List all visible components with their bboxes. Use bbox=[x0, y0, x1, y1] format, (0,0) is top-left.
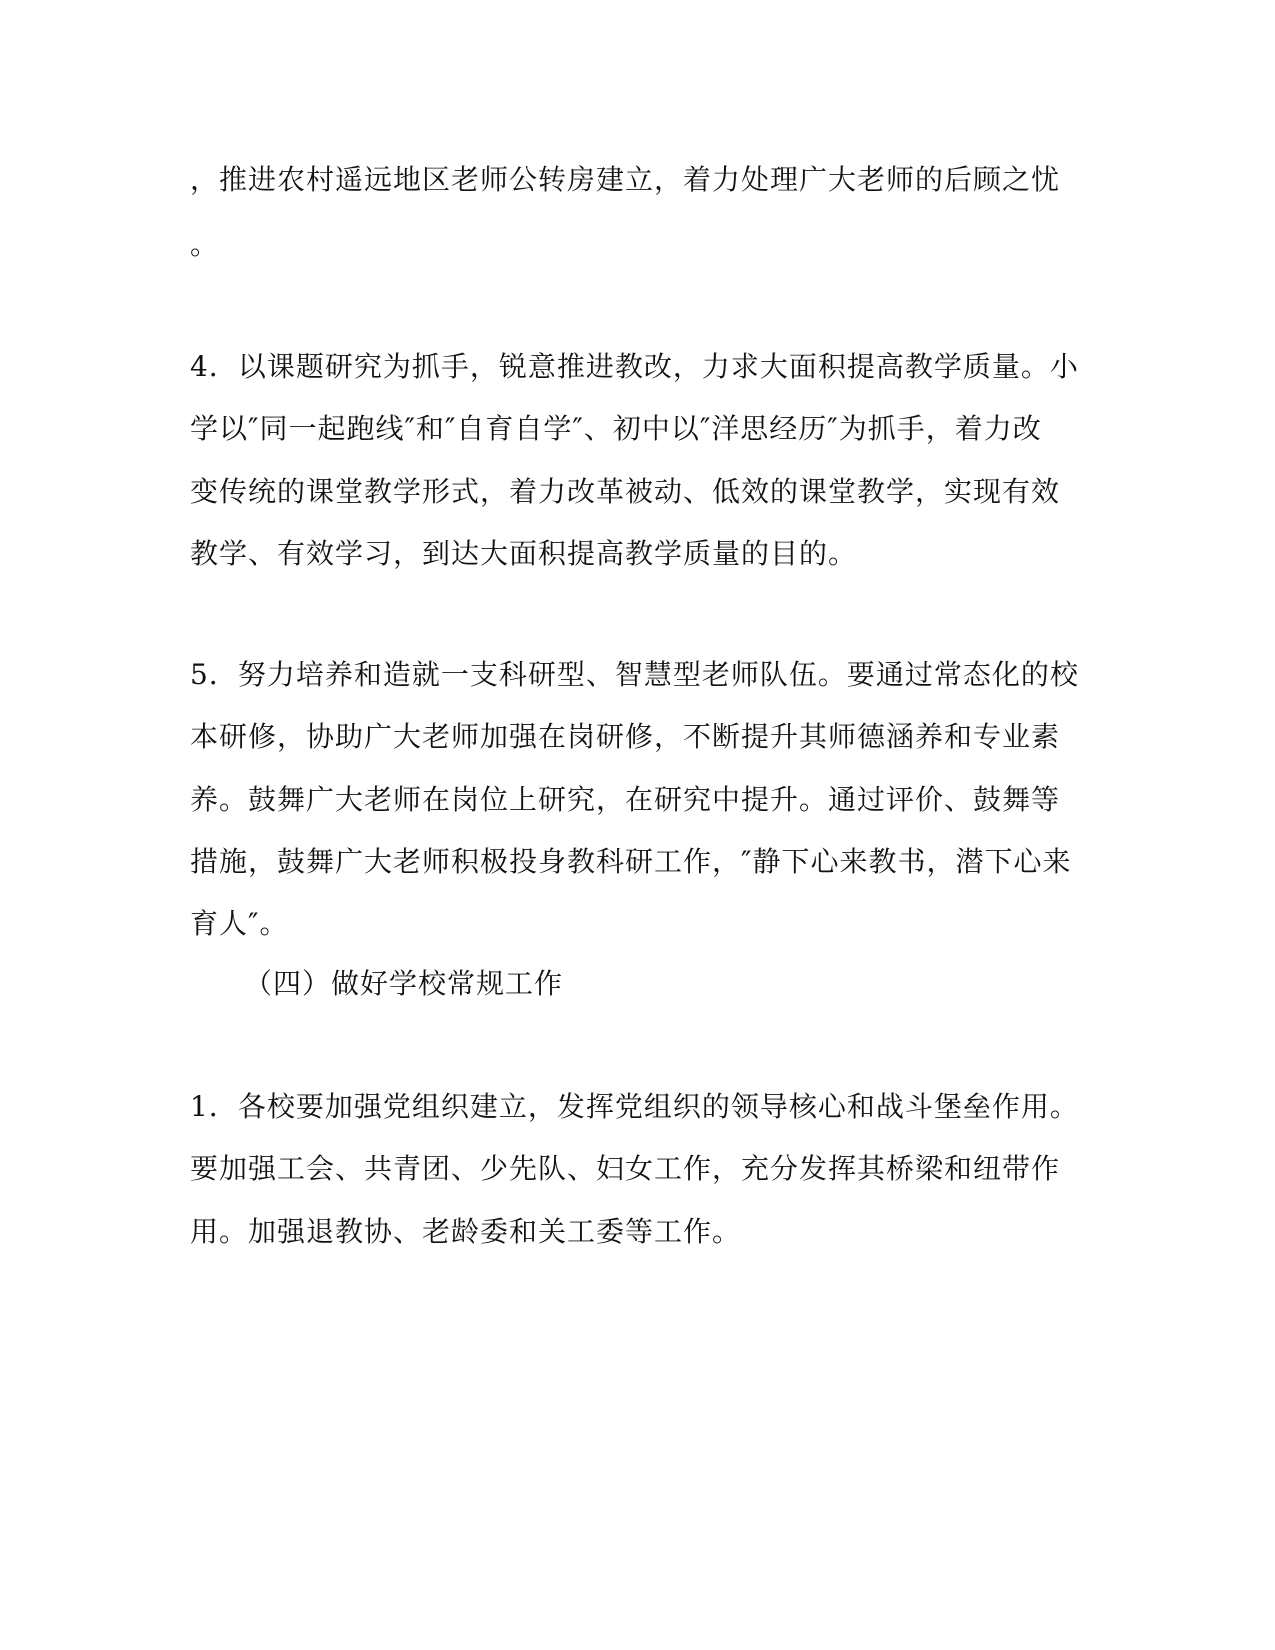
paragraph-2-line-1: 4．以课题研究为抓手，锐意推进教改，力求大面积提高教学质量。小 bbox=[190, 350, 1079, 383]
paragraph-1-line-2: 。 bbox=[190, 228, 220, 261]
paragraph-3-line-4: 措施，鼓舞广大老师积极投身教科研工作，″静下心来教书，潜下心来 bbox=[190, 845, 1072, 878]
paragraph-3-line-1: 5．努力培养和造就一支科研型、智慧型老师队伍。要通过常态化的校 bbox=[190, 658, 1079, 691]
paragraph-3-line-5: 育人″。 bbox=[190, 907, 289, 940]
paragraph-2-line-3: 变传统的课堂教学形式，着力改革被动、低效的课堂教学，实现有效 bbox=[190, 475, 1061, 508]
paragraph-5-line-1: 1．各校要加强党组织建立，发挥党组织的领导核心和战斗堡垒作用。 bbox=[190, 1090, 1079, 1123]
paragraph-1-line-1: ，推进农村遥远地区老师公转房建立，着力处理广大老师的后顾之忧 bbox=[190, 163, 1061, 196]
paragraph-5-line-3: 用。加强退教协、老龄委和关工委等工作。 bbox=[190, 1215, 742, 1248]
paragraph-2-line-4: 教学、有效学习，到达大面积提高教学质量的目的。 bbox=[190, 537, 858, 570]
paragraph-3-line-2: 本研修，协助广大老师加强在岗研修，不断提升其师德涵养和专业素 bbox=[190, 720, 1061, 753]
paragraph-2-line-2: 学以″同一起跑线″和″自育自学″、初中以″洋思经历″为抓手，着力改 bbox=[190, 412, 1042, 445]
paragraph-3-line-3: 养。鼓舞广大老师在岗位上研究，在研究中提升。通过评价、鼓舞等 bbox=[190, 783, 1061, 816]
paragraph-5-line-2: 要加强工会、共青团、少先队、妇女工作，充分发挥其桥梁和纽带作 bbox=[190, 1152, 1061, 1185]
section-heading: （四）做好学校常规工作 bbox=[244, 967, 564, 1000]
